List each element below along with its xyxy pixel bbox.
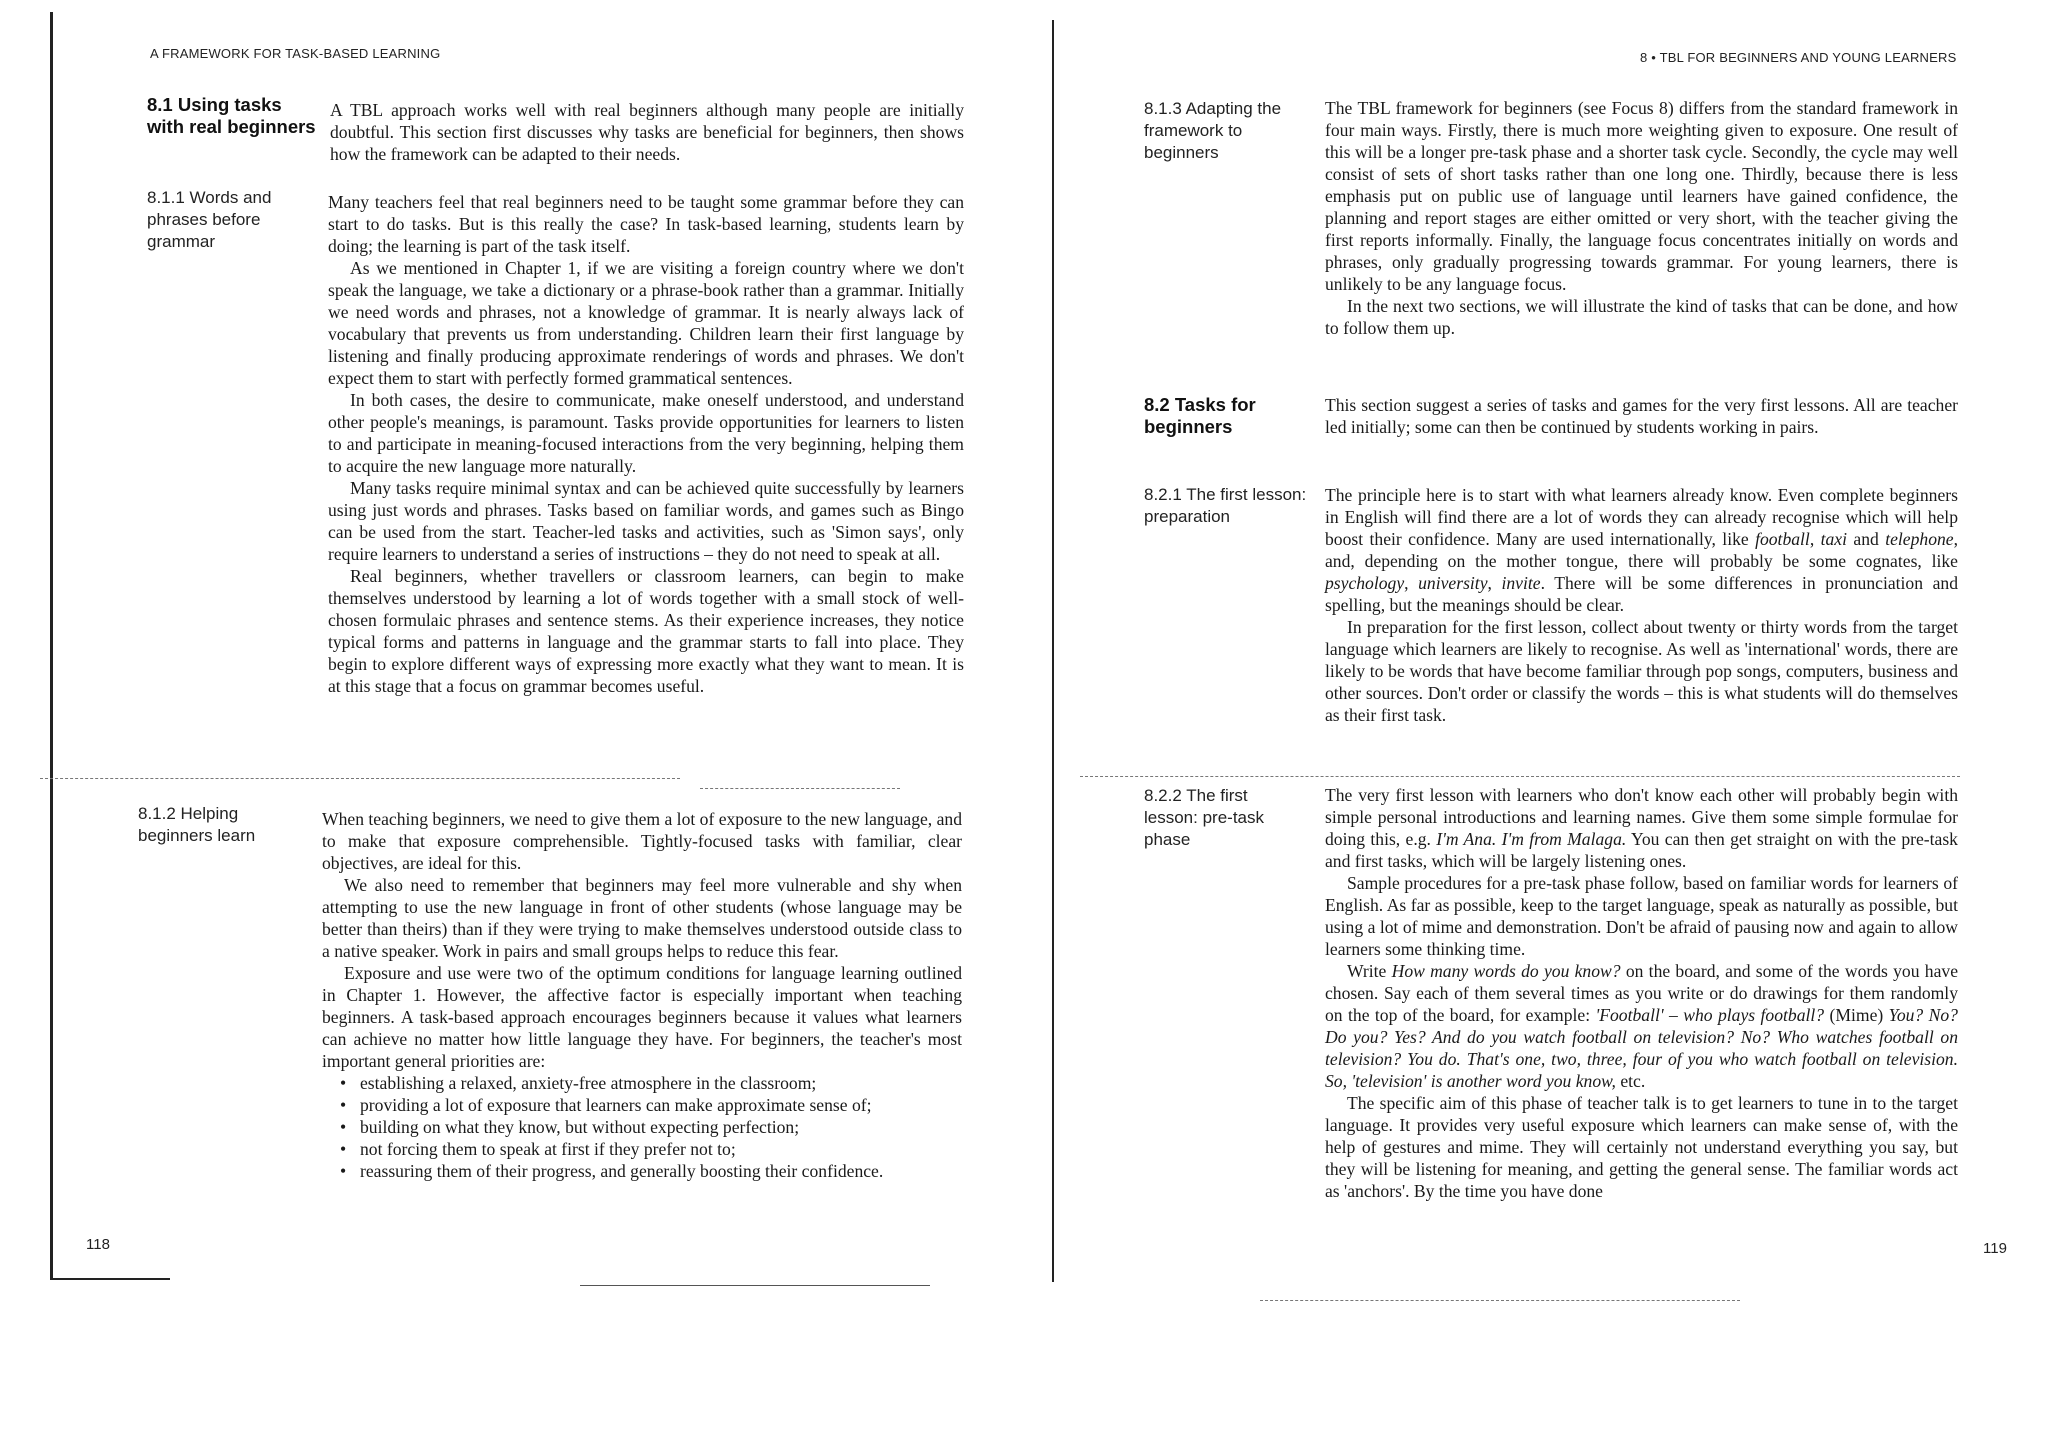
section-heading-8-1-3: 8.1.3 Adapting the framework to beginners: [1144, 99, 1282, 162]
paragraph: Real beginners, whether travellers or classroom learners, can begin to make themselves understood by learning a lot of words together with a small stock of well-chosen formulaic phrases and sentence stems. As their experience increases, they notice typical forms and patterns in language and the grammar starts to fall into place. They begin to explore different ways of expressing more exactly what they want to mean. It is at this stage that a focus on grammar becomes useful.: [328, 566, 964, 696]
right-page: [1060, 0, 2048, 1448]
paragraph: In both cases, the desire to communicate, make oneself understood, and understand other people's meanings, is paramount. Tasks provide opportunities for learners to listen to and participate in meaning-focused interactions from the very beginning, helping them to acquire the new language more naturally.: [328, 390, 964, 476]
paragraph: The principle here is to start with what learners already know. Even complete beginners in English will find there are a lot of words they can already recognise which will help boost their confidence. Many are used internationally, like football, taxi and telephone, and, depending on the mother tongue, there will probably be some cognates, like psychology, university, invite. There will be some differences in pronunciation and spelling, but the meanings should be clear.: [1325, 485, 1958, 615]
section-8-1-2-text: [322, 808, 962, 1182]
running-head-right: 8 • TBL FOR BEGINNERS AND YOUNG LEARNERS: [1640, 50, 1957, 65]
paragraph: Write How many words do you know? on the board, and some of the words you have chosen. Say each of them several times as you write or do drawings for them randomly on the top of the board, for example: 'Football' – who plays football? (Mime) You? No? Do you? Yes? And do you watch football on television? No? Who watches football on television? You do. That's one, two, three, four of you who watch football on television. So, 'television' is another word you know, etc.: [1325, 961, 1959, 1091]
bottom-rule: [1260, 1300, 1740, 1301]
left-page-edge: [50, 12, 53, 1280]
section-8-1-3-text: [1325, 97, 1958, 339]
gutter-line: [1052, 20, 1054, 1282]
page-number-left: 118: [86, 1236, 110, 1253]
list-item: • reassuring them of their progress, and generally boosting their confidence.: [346, 1160, 962, 1182]
section-8-2-text: [1325, 394, 1958, 438]
paragraph: When teaching beginners, we need to give them a lot of exposure to the new language, and to make that exposure comprehensible. Tightly-focused tasks with familiar, clear objectives, are ideal for this.: [322, 809, 962, 873]
paragraph: Many tasks require minimal syntax and can be achieved quite successfully by learners using just words and phrases. Tasks based on familiar words, and games such as Bingo can be used from the start. Teacher-led tasks and activities, such as 'Simon says', only require learners to understand a series of instructions – they do not need to speak at all.: [328, 478, 964, 564]
section-heading-8-1: 8.1 Using tasks with real beginners: [147, 94, 316, 137]
section-heading-8-1-2: 8.1.2 Helping beginners learn: [138, 804, 256, 845]
paragraph: Many teachers feel that real beginners need to be taught some grammar before they can start to do tasks. But is this really the case? In task-based learning, students learn by doing; the learning is part of the task itself.: [328, 192, 964, 256]
paragraph: In preparation for the first lesson, collect about twenty or thirty words from the target language which learners are likely to recognise. As well as 'international' words, there are likely to be words that have become familiar through pop songs, computers, business and other sources. Don't order or classify the words – this is what students will do themselves as their first task.: [1325, 617, 1958, 725]
section-heading-8-2: 8.2 Tasks for beginners: [1144, 394, 1256, 437]
list-item: • not forcing them to speak at first if they prefer not to;: [346, 1138, 962, 1160]
section-8-1-1-text: [328, 191, 964, 697]
section-divider: [40, 778, 680, 779]
paragraph: A TBL approach works well with real beginners although many people are initially doubtful. This section first discusses why tasks are beneficial for beginners, then shows how the framework can be adapted to their needs.: [330, 100, 964, 164]
list-item: • providing a lot of exposure that learners can make approximate sense of;: [346, 1094, 962, 1116]
section-heading-8-2-1: 8.2.1 The first lesson: preparation: [1144, 485, 1307, 526]
running-head-left: A FRAMEWORK FOR TASK-BASED LEARNING: [150, 46, 441, 61]
section-8-2-2-text: [1325, 784, 1958, 1202]
paragraph: In the next two sections, we will illustrate the kind of tasks that can be done, and how to follow them up.: [1325, 296, 1958, 338]
list-item: • establishing a relaxed, anxiety-free atmosphere in the classroom;: [346, 1072, 962, 1094]
page-number-right: 119: [1983, 1240, 2007, 1257]
paragraph: Exposure and use were two of the optimum conditions for language learning outlined in Chapter 1. However, the affective factor is especially important when teaching beginners. A task-based approach encourages beginners because it values what learners can achieve no matter how little language they have. For beginners, the teacher's most important general priorities are:: [322, 963, 962, 1071]
section-heading-8-1-1: 8.1.1 Words and phrases before grammar: [147, 188, 272, 251]
paragraph: As we mentioned in Chapter 1, if we are visiting a foreign country where we don't speak the language, we take a dictionary or a phrase-book rather than a grammar. Initially we need words and phrases, not a knowledge of grammar. It is nearly always lack of vocabulary that prevents us from understanding. Children learn their first language by listening and finally producing approximate renderings of words and phrases. We don't expect them to start with perfectly formed grammatical sentences.: [328, 258, 964, 388]
paragraph: The very first lesson with learners who don't know each other will probably begin with simple personal introductions and learning names. Give them some simple formulae for doing this, e.g. I'm Ana. I'm from Malaga. You can then get straight on with the pre-task and first tasks, which will be largely listening ones.: [1325, 785, 1958, 871]
bottom-rule: [580, 1285, 930, 1286]
section-8-2-1-text: [1325, 484, 1958, 726]
paragraph: We also need to remember that beginners may feel more vulnerable and shy when attempting to use the new language in front of other students (whose language may be better than theirs) than if they were trying to make themselves understood outside class to a native speaker. Work in pairs and small groups helps to reduce this fear.: [322, 875, 962, 961]
left-page-bottom-edge: [50, 1278, 170, 1280]
paragraph: Sample procedures for a pre-task phase follow, based on familiar words for learners of English. As far as possible, keep to the target language, speak as naturally as possible, but using a lot of mime and demonstration. Don't be afraid of pausing now and again to allow learners some thinking time.: [1325, 873, 1958, 959]
paragraph: This section suggest a series of tasks and games for the very first lessons. All are teacher led initially; some can then be continued by students working in pairs.: [1325, 395, 1958, 437]
section-divider: [1080, 776, 1960, 777]
section-divider: [700, 788, 900, 789]
paragraph: The specific aim of this phase of teacher talk is to get learners to tune in to the target language. It provides very useful exposure which learners can make sense of, with the help of gestures and mime. They will certainly not understand everything you say, but they will be listening for meaning, and getting the general sense. The familiar words act as 'anchors'. By the time you have done: [1325, 1093, 1958, 1201]
paragraph: The TBL framework for beginners (see Focus 8) differs from the standard framework in four main ways. Firstly, there is much more weighting given to exposure. One result of this will be a longer pre-task phase and a shorter task cycle. Secondly, the cycle may well consist of sets of short tasks rather than one long one. Thirdly, because there is less emphasis put on public use of language until learners have gained confidence, the planning and report stages are either omitted or very short, with the teacher giving the first reports informally. Finally, the language focus concentrates initially on words and phrases, only gradually progressing towards grammar. For young learners, there is unlikely to be any language focus.: [1325, 98, 1958, 294]
priorities-list: [322, 1072, 962, 1182]
section-8-1-text: [330, 99, 964, 165]
section-heading-8-2-2: 8.2.2 The first lesson: pre-task phase: [1144, 786, 1264, 849]
list-item: • building on what they know, but without expecting perfection;: [346, 1116, 962, 1138]
